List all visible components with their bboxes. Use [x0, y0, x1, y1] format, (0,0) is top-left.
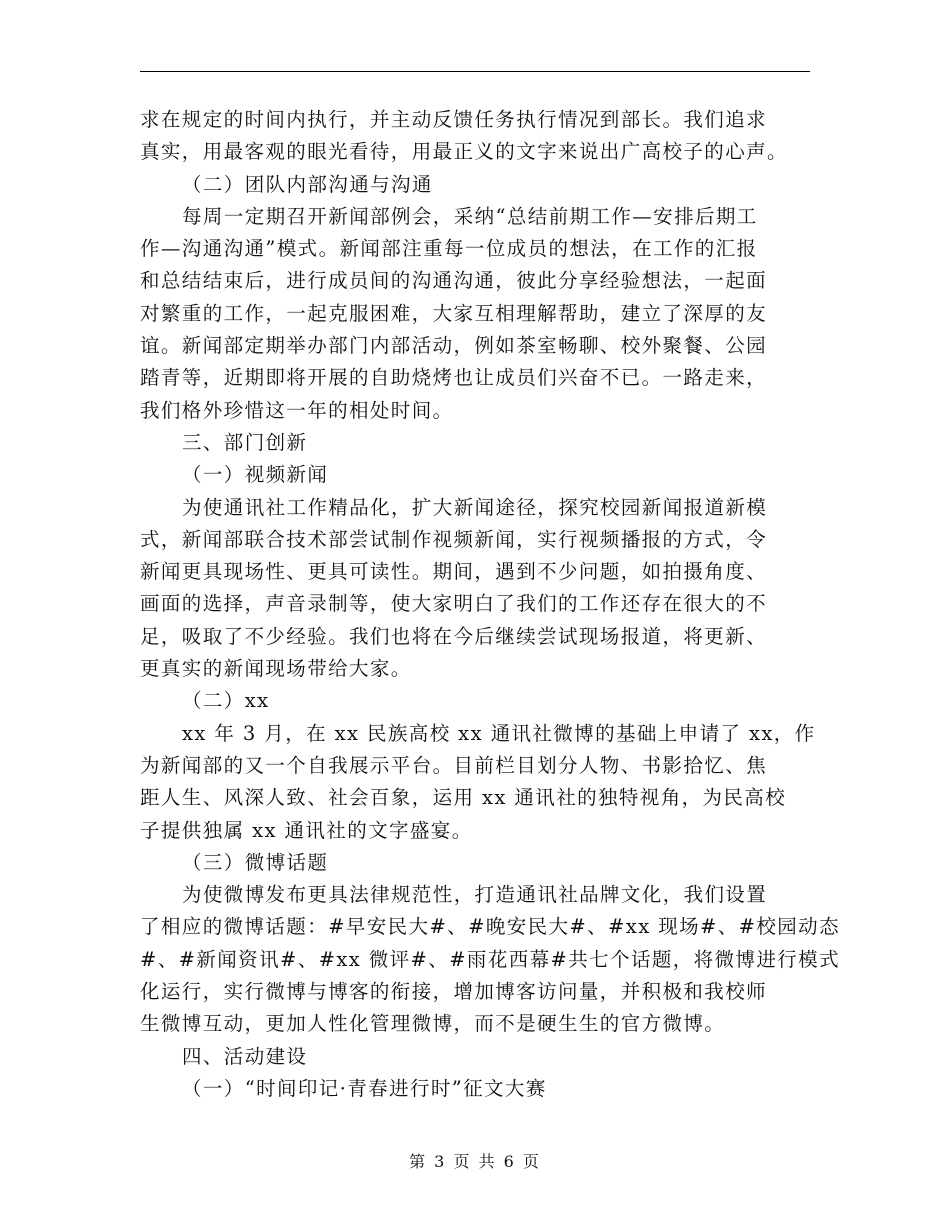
text-line: 为使通讯社工作精品化，扩大新闻途径，探究校园新闻报道新模: [182, 495, 768, 519]
text-line: 对繁重的工作，一起克服困难，大家互相理解帮助，建立了深厚的友: [140, 301, 768, 325]
text-line: 为使微博发布更具法律规范性，打造通讯社品牌文化，我们设置: [182, 883, 768, 907]
text-line: 为新闻部的又一个自我展示平台。目前栏目划分人物、书影拾忆、焦: [140, 753, 768, 777]
text-line: 和总结结束后，进行成员间的沟通沟通，彼此分享经验想法，一起面: [140, 269, 768, 293]
text-line: 化运行，实行微博与博客的衔接，增加博客访问量，并积极和我校师: [140, 980, 768, 1004]
text-line: 三、部门创新: [182, 430, 308, 454]
text-line: （二）团队内部沟通与沟通: [182, 172, 433, 196]
text-line: 了相应的微博话题：#早安民大#、#晚安民大#、#xx 现场#、#校园动态: [140, 915, 840, 939]
text-line: 新闻更具现场性、更具可读性。期间，遇到不少问题，如拍摄角度、: [140, 560, 768, 584]
text-line: 子提供独属 xx 通讯社的文字盛宴。: [140, 818, 473, 842]
text-line: 更真实的新闻现场带给大家。: [140, 657, 412, 681]
text-line: 我们格外珍惜这一年的相处时间。: [140, 398, 454, 422]
text-line: （二）xx: [182, 689, 270, 713]
text-line: 谊。新闻部定期举办部门内部活动，例如茶室畅聊、校外聚餐、公园: [140, 334, 768, 358]
text-line: （三）微博话题: [182, 850, 329, 874]
text-line: 四、活动建设: [182, 1044, 308, 1068]
text-line: （一）“时间印记·青春进行时”征文大赛: [182, 1076, 547, 1100]
text-line: （一）视频新闻: [182, 463, 329, 487]
text-line: 生微博互动，更加人性化管理微博，而不是硬生生的官方微博。: [140, 1012, 726, 1036]
text-line: xx 年 3 月，在 xx 民族高校 xx 通讯社微博的基础上申请了 xx，作: [182, 721, 816, 745]
text-line: 真实，用最客观的眼光看待，用最正义的文字来说出广高校子的心声。: [140, 140, 788, 164]
text-line: 足，吸取了不少经验。我们也将在今后继续尝试现场报道，将更新、: [140, 624, 768, 648]
text-line: #、#新闻资讯#、#xx 微评#、#雨花西幕#共七个话题，将微博进行模式: [140, 947, 840, 971]
page-number: 第 3 页 共 6 页: [409, 1152, 541, 1171]
text-line: 每周一定期召开新闻部例会，采纳“总结前期工作—安排后期工: [182, 204, 758, 228]
header-rule: [140, 71, 810, 72]
text-line: 求在规定的时间内执行，并主动反馈任务执行情况到部长。我们追求: [140, 108, 768, 131]
text-line: 踏青等，近期即将开展的自助烧烤也让成员们兴奋不已。一路走来，: [140, 366, 768, 390]
text-line: 距人生、风深人致、社会百象，运用 xx 通讯社的独特视角，为民高校: [140, 786, 787, 810]
text-line: 作—沟通沟通”模式。新闻部注重每一位成员的想法，在工作的汇报: [140, 237, 758, 261]
text-line: 式，新闻部联合技术部尝试制作视频新闻，实行视频播报的方式，令: [140, 527, 768, 551]
text-line: 画面的选择，声音录制等，使大家明白了我们的工作还存在很大的不: [140, 592, 768, 616]
document-body: [140, 104, 840, 1105]
